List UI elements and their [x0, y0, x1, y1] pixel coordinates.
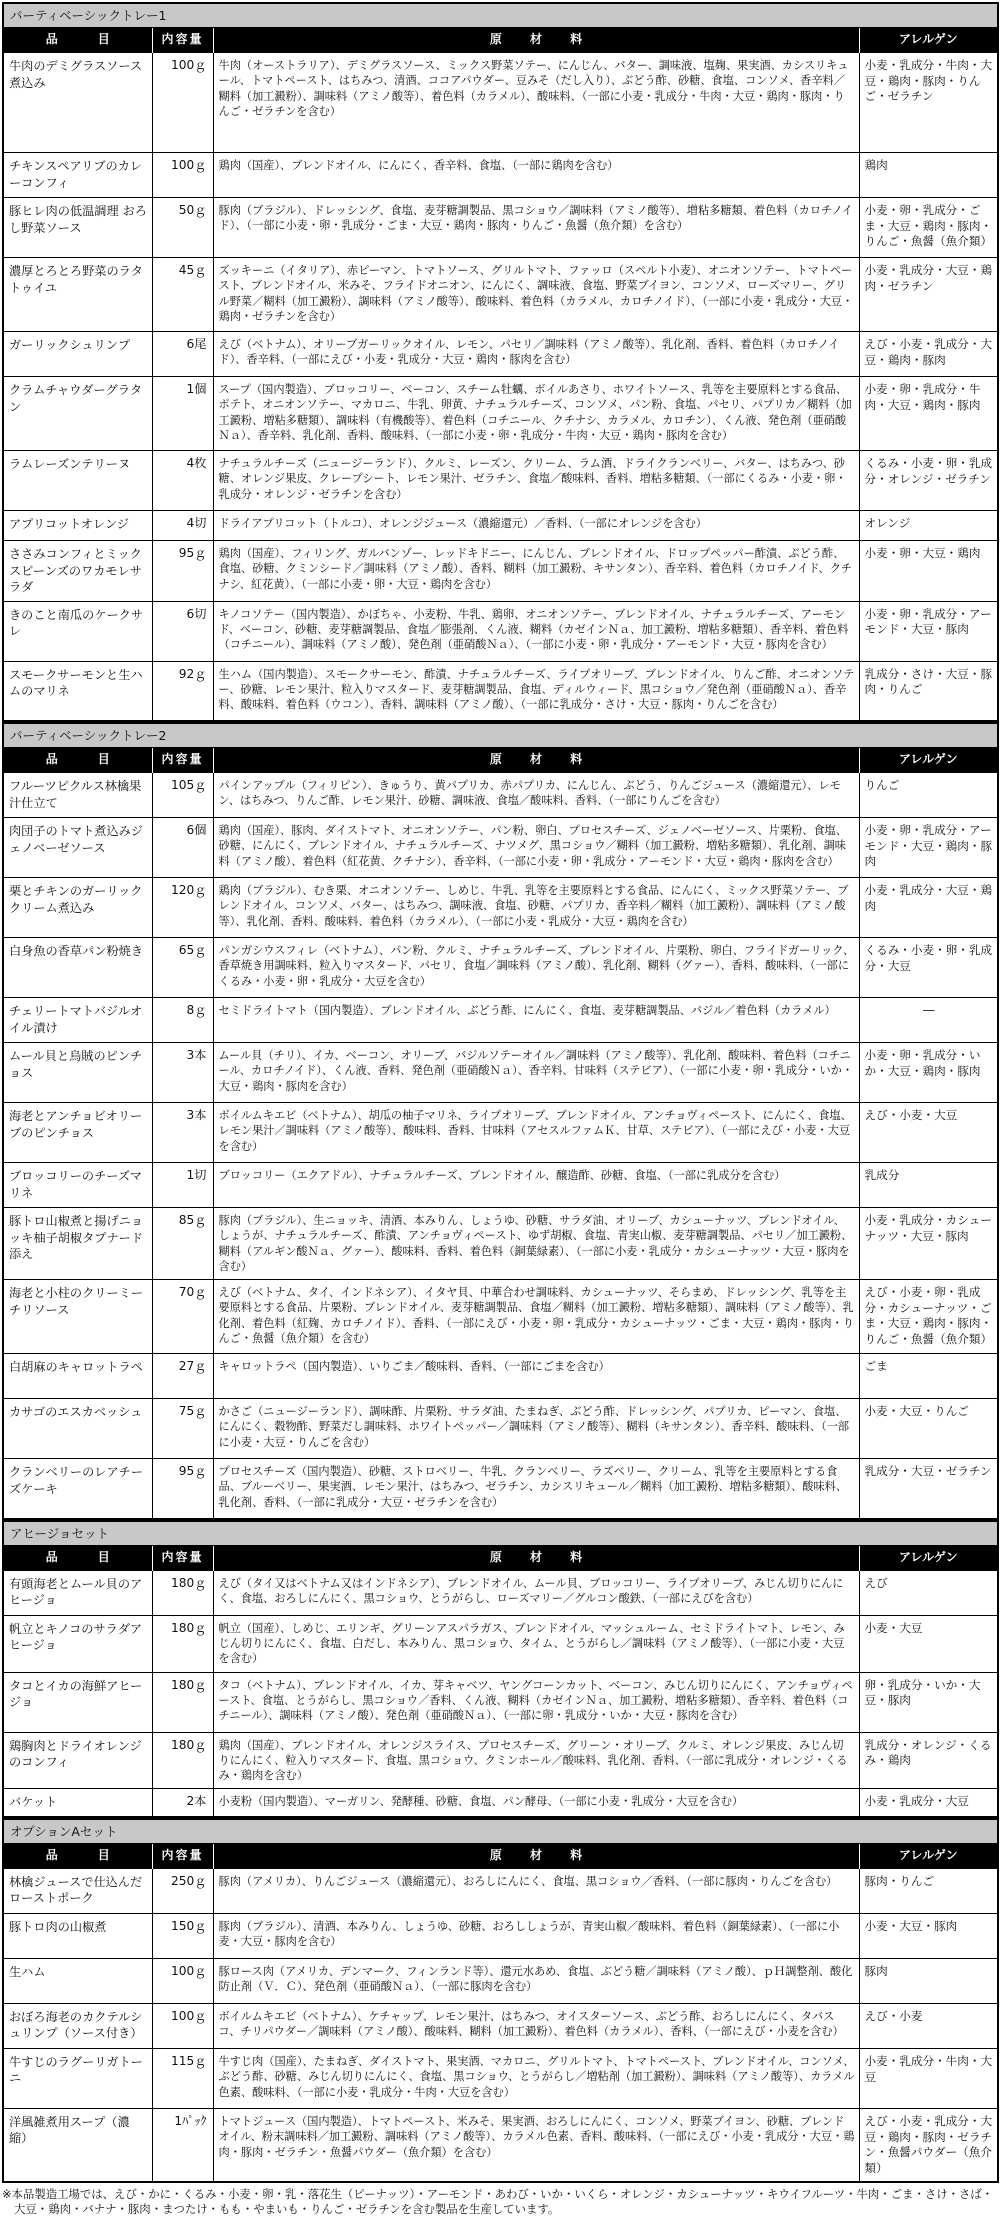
- item-ingredients: かさご（ニュージーランド）、調味酢、片栗粉、サラダ油、たまねぎ、ぶどう酢、ドレッシング、パプリカ、ピーマン、食塩、にんにく、穀物酢、野菜だし調味料、ホワイトペッパー／調味料（アミノ酸等）、糊料（キサンタン）、香辛料、酸味料、（一部に小麦・大豆・りんごを含む）: [213, 1399, 859, 1459]
- item-allergens: 小麦・卵・乳成分・アーモンド・大豆・豚肉: [859, 601, 997, 661]
- table-row: [4, 938, 997, 998]
- column-header-ingredients: 原 材 料: [213, 28, 859, 53]
- item-quantity: 120ｇ: [152, 878, 213, 938]
- item-ingredients: パインアップル（フィリピン）、きゅうり、黄パプリカ、赤パプリカ、にんじん、ぶどう、りんごジュース（濃縮還元）、レモン、はちみつ、りんご酢、レモン果汁、砂糖、調味液、食塩／酸味料、香料、（一部にりんごを含む）: [213, 773, 859, 818]
- ingredients-table: [4, 28, 997, 722]
- table-row: [4, 1913, 997, 1958]
- item-quantity: 105ｇ: [152, 773, 213, 818]
- item-ingredients: えび（ベトナム）、オリーブガーリックオイル、レモン、パセリ／調味料（アミノ酸等）、乳化剤、香料、着色料（カロチノイド）、香辛料、（一部にえび・小麦・乳成分・大豆・鶏肉・豚肉を含む）: [213, 332, 859, 377]
- item-quantity: 45ｇ: [152, 258, 213, 332]
- table-row: [4, 1615, 997, 1672]
- item-ingredients: ムール貝（チリ）、イカ、ベーコン、オリーブ、バジルソテーオイル／調味料（アミノ酸等）、乳化剤、酸味料、着色料（コチニール、カロチノイド）、くん液、香料、発色剤（亜硝酸Ｎａ）、香辛料、甘味料（ステビア）、（一部に小麦・卵・乳成分・いか・大豆・鶏肉・豚肉を含む）: [213, 1043, 859, 1103]
- item-quantity: 100ｇ: [152, 1958, 213, 2003]
- table-row: [4, 1672, 997, 1732]
- item-allergens: 小麦・卵・乳成分・アーモンド・大豆・鶏肉・豚肉: [859, 818, 997, 878]
- section-title: パーティベーシックトレー2: [4, 724, 997, 748]
- table-row: [4, 451, 997, 511]
- item-name: アプリコットオレンジ: [4, 511, 152, 541]
- item-allergens: 小麦・乳成分・牛肉・大豆: [859, 2048, 997, 2108]
- item-allergens: 小麦・大豆・りんご: [859, 1399, 997, 1459]
- item-name: ラムレーズンテリーヌ: [4, 451, 152, 511]
- item-quantity: 250ｇ: [152, 1868, 213, 1913]
- item-ingredients: 豚ロース肉（アメリカ、デンマーク、フィンランド等）、還元水あめ、食塩、ぶどう糖／調味料（アミノ酸）、ｐＨ調整剤、酸化防止剤（Ｖ．Ｃ）、発色剤（亜硝酸Ｎａ）、（一部に豚肉を含む）: [213, 1958, 859, 2003]
- table-row: [4, 541, 997, 602]
- item-quantity: 85ｇ: [152, 1208, 213, 1280]
- table-row: [4, 601, 997, 661]
- item-allergens: くるみ・小麦・卵・乳成分・オレンジ・ゼラチン: [859, 451, 997, 511]
- table-row: [4, 198, 997, 258]
- item-allergens: くるみ・小麦・卵・乳成分・大豆: [859, 938, 997, 998]
- item-name: チェリートマトバジルオイル漬け: [4, 998, 152, 1043]
- table-row: [4, 258, 997, 332]
- ingredients-table: [4, 1546, 997, 1818]
- item-quantity: 6切: [152, 601, 213, 661]
- item-allergens: ごま: [859, 1354, 997, 1399]
- item-ingredients: ブロッコリー（エクアドル）、ナチュラルチーズ、ブレンドオイル、醸造酢、砂糖、食塩、（一部に乳成分を含む）: [213, 1163, 859, 1208]
- item-quantity: 150ｇ: [152, 1913, 213, 1958]
- column-header-item: 品 目: [4, 1844, 152, 1869]
- table-row: [4, 998, 997, 1043]
- table-row: [4, 818, 997, 878]
- table-row: [4, 1043, 997, 1103]
- item-ingredients: ボイルムキエビ（ベトナム）、ケチャップ、レモン果汁、はちみつ、オイスターソース、ぶどう酢、おろしにんにく、タバスコ、チリパウダー／調味料（アミノ酸）、酸味料、糊料（加工澱粉）、着色料（カラメル）、香料、（一部にえび・小麦を含む）: [213, 2003, 859, 2048]
- item-name: ブロッコリーのチーズマリネ: [4, 1163, 152, 1208]
- item-quantity: 180ｇ: [152, 1570, 213, 1615]
- item-allergens: えび・小麦・乳成分・大豆・鶏肉・豚肉: [859, 332, 997, 377]
- item-ingredients: 生ハム（国内製造）、スモークサーモン、酢漬、ナチュラルチーズ、ライプオリーブ、ブレンドオイル、りんご酢、オニオンソテー、砂糖、レモン果汁、粒入りマスタード、麦芽糖調製品、食塩、ディルウィード、黒コショウ／発色剤（亜硝酸Ｎａ）、香辛料、酸味料、着色料（ウコン）、香料、調味料（アミノ酸）、（一部に乳成分・さけ・大豆・豚肉・りんごを含む）: [213, 661, 859, 721]
- item-ingredients: プロセスチーズ（国内製造）、砂糖、ストロベリー、牛乳、クランベリー、ラズベリー、クリーム、乳等を主要原料とする食品、ブルーベリー、果実酒、レモン果汁、はちみつ、ゼラチン、カシスリキュール／糊料（加工澱粉、増粘多糖類）、酸味料、乳化剤、香料、（一部に乳成分・大豆・ゼラチンを含む）: [213, 1459, 859, 1519]
- item-ingredients: パンガシウスフィレ（ベトナム）、パン粉、クルミ、ナチュラルチーズ、ブレンドオイル、片栗粉、卵白、フライドガーリック、香草焼き用調味料、粒入りマスタード、パセリ、食塩／調味料（アミノ酸）、乳化剤、糊料（グァー）、香料、酸味料、（一部にくるみ・小麦・卵・乳成分・大豆を含む）: [213, 938, 859, 998]
- item-allergens: 乳成分・オレンジ・くるみ・鶏肉: [859, 1732, 997, 1789]
- item-ingredients: 豚肉（ブラジル）、清酒、本みりん、しょうゆ、砂糖、おろししょうが、青実山椒／酸味料、着色料（銅葉緑素）、（一部に小麦・大豆・豚肉を含む）: [213, 1913, 859, 1958]
- item-allergens: 小麦・乳成分・大豆・鶏肉: [859, 878, 997, 938]
- item-allergens: 乳成分・大豆・ゼラチン: [859, 1459, 997, 1519]
- column-header-item: 品 目: [4, 748, 152, 773]
- item-allergens: 乳成分: [859, 1163, 997, 1208]
- item-quantity: 65ｇ: [152, 938, 213, 998]
- table-row: [4, 1958, 997, 2003]
- item-name: ガーリックシュリンプ: [4, 332, 152, 377]
- table-row: [4, 1789, 997, 1817]
- item-ingredients: 鶏肉（国産）、豚肉、ダイストマト、オニオンソテー、パン粉、卵白、プロセスチーズ、ジェノベーゼソース、片栗粉、食塩、砂糖、にんにく、ブレンドオイル、ナチュラルチーズ、ナツメグ、黒コショウ／糊料（加工澱粉、増粘多糖類）、乳化剤、調味料（アミノ酸）、着色料（紅花黄、クチナシ）、香辛料、（一部に小麦・卵・乳成分・アーモンド・大豆・鶏肉・豚肉を含む）: [213, 818, 859, 878]
- product-section: [2, 2, 999, 722]
- column-header-allergens: アレルゲン: [859, 1844, 997, 1869]
- item-name: スモークサーモンと生ハムのマリネ: [4, 661, 152, 721]
- item-allergens: ―: [859, 998, 997, 1043]
- item-allergens: 豚肉・りんご: [859, 1868, 997, 1913]
- item-ingredients: スープ（国内製造）、ブロッコリー、ベーコン、スチーム牡蠣、ボイルあさり、ホワイトソース、乳等を主要原料とする食品、ポテト、オニオンソテー、マカロニ、牛乳、卵黄、ナチュラルチーズ、コンソメ、パン粉、食塩、パセリ、パプリカ／糊料（加工澱粉、増粘多糖類）、調味料（有機酸等）、着色料（コチニール、クチナシ、カラメル、カロチン）、くん液、発色剤（亜硝酸Ｎａ）、香辛料、乳化剤、香料、酸味料、（一部に小麦・卵・乳成分・牛肉・大豆・鶏肉・豚肉を含む）: [213, 377, 859, 451]
- item-quantity: 3本: [152, 1103, 213, 1163]
- item-allergens: 小麦・大豆: [859, 1615, 997, 1672]
- item-name: 洋風雑煮用スープ（濃縮）: [4, 2108, 152, 2182]
- item-quantity: 4切: [152, 511, 213, 541]
- column-header-allergens: アレルゲン: [859, 28, 997, 53]
- table-header-row: [4, 748, 997, 773]
- item-quantity: 27ｇ: [152, 1354, 213, 1399]
- item-allergens: 小麦・卵・乳成分・ごま・大豆・鶏肉・豚肉・りんご・魚醤（魚介類）: [859, 198, 997, 258]
- item-ingredients: 鶏肉（国産）、フィリング、ガルバンゾー、レッドキドニー、にんじん、ブレンドオイル、ドロップペッパー酢漬、ぶどう酢、食塩、砂糖、クミンシード／調味料（アミノ酸）、香料、糊料（加工澱粉、キサンタン）、香辛料、着色料（カロチノイド、クチナシ、紅花黄）、（一部に小麦・卵・大豆・鶏肉を含む）: [213, 541, 859, 602]
- item-quantity: 2本: [152, 1789, 213, 1817]
- item-ingredients: 豚肉（アメリカ）、りんごジュース（濃縮還元）、おろしにんにく、食塩、黒コショウ／香料、（一部に豚肉・りんごを含む）: [213, 1868, 859, 1913]
- item-quantity: 95ｇ: [152, 1459, 213, 1519]
- item-ingredients: えび（タイ又はベトナム又はインドネシア）、ブレンドオイル、ムール貝、ブロッコリー、ライプオリーブ、みじん切りにんにく、食塩、おろしにんにく、黒コショウ、とうがらし、ローズマリー／グルコン酸鉄、（一部にえびを含む）: [213, 1570, 859, 1615]
- item-name: 帆立とキノコのサラダアヒージョ: [4, 1615, 152, 1672]
- item-ingredients: 豚肉（ブラジル）、ドレッシング、食塩、麦芽糖調製品、黒コショウ／調味料（アミノ酸等）、増粘多糖類、着色料（カロチノイド）、（一部に小麦・卵・乳成分・ごま・大豆・鶏肉・豚肉・りんご・魚醤（魚介類）を含む）: [213, 198, 859, 258]
- item-quantity: 1切: [152, 1163, 213, 1208]
- item-quantity: 8ｇ: [152, 998, 213, 1043]
- item-allergens: 豚肉: [859, 1958, 997, 2003]
- item-name: 生ハム: [4, 1958, 152, 2003]
- item-ingredients: 鶏肉（国産）、ブレンドオイル、オレンジスライス、プロセスチーズ、グリーン・オリーブ、クルミ、オレンジ果皮、みじん切りにんにく、粒入りマスタード、食塩、黒コショウ、クミンホール／酸味料、乳化剤、香料、（一部に乳成分・オレンジ・くるみ・鶏肉を含む）: [213, 1732, 859, 1789]
- table-row: [4, 1280, 997, 1354]
- item-ingredients: 鶏肉（国産）、ブレンドオイル、にんにく、香辛料、食塩、（一部に鶏肉を含む）: [213, 153, 859, 198]
- table-header-row: [4, 1844, 997, 1869]
- column-header-ingredients: 原 材 料: [213, 748, 859, 773]
- item-ingredients: トマトジュース（国内製造）、トマトペースト、米みそ、果実酒、おろしにんにく、コンソメ、野菜ブイヨン、砂糖、ブレンドオイル、粉末調味料／加工澱粉、調味料（アミノ酸等）、カラメル色素、香料、酸味料、（一部にえび・小麦・乳成分・大豆・鶏肉・豚肉・ゼラチン・魚醤パウダー（魚介類）を含む）: [213, 2108, 859, 2182]
- item-quantity: 180ｇ: [152, 1672, 213, 1732]
- item-quantity: 1ﾊﾟｯｸ: [152, 2108, 213, 2182]
- item-ingredients: キャロットラペ（国内製造）、いりごま／酸味料、香料、（一部にごまを含む）: [213, 1354, 859, 1399]
- item-allergens: 小麦・卵・乳成分・いか・大豆・鶏肉・豚肉: [859, 1043, 997, 1103]
- column-header-ingredients: 原 材 料: [213, 1546, 859, 1571]
- table-row: [4, 1732, 997, 1789]
- item-allergens: 乳成分・さけ・大豆・豚肉・りんご: [859, 661, 997, 721]
- product-section: [2, 1818, 999, 2183]
- item-name: フルーツピクルス林檎果汁仕立て: [4, 773, 152, 818]
- column-header-quantity: 内容量: [152, 1844, 213, 1869]
- item-name: 濃厚とろとろ野菜のラタトゥイユ: [4, 258, 152, 332]
- item-quantity: 180ｇ: [152, 1732, 213, 1789]
- product-section: [2, 1520, 999, 1818]
- table-row: [4, 1103, 997, 1163]
- table-row: [4, 1570, 997, 1615]
- item-name: カサゴのエスカベッシュ: [4, 1399, 152, 1459]
- item-name: チキンスペアリブのカレーコンフィ: [4, 153, 152, 198]
- item-name: 牛肉のデミグラスソース煮込み: [4, 53, 152, 153]
- table-row: [4, 1354, 997, 1399]
- item-allergens: えび・小麦: [859, 2003, 997, 2048]
- column-header-item: 品 目: [4, 1546, 152, 1571]
- product-section: [2, 722, 999, 1520]
- item-ingredients: 小麦粉（国内製造）、マーガリン、発酵種、砂糖、食塩、パン酵母、（一部に小麦・乳成分・大豆を含む）: [213, 1789, 859, 1817]
- column-header-item: 品 目: [4, 28, 152, 53]
- item-ingredients: 牛肉（オーストラリア）、デミグラスソース、ミックス野菜ソテー、にんじん、バター、調味液、塩麹、果実酒、カシスリキュール、トマトペースト、はちみつ、清酒、ココアパウダー、豆みそ（だし入り）、ぶどう酢、砂糖、食塩、コンソメ、香辛料／糊料（加工澱粉）、調味料（アミノ酸等）、着色料（カラメル）、酸味料、（一部に小麦・乳成分・牛肉・大豆・鶏肉・豚肉・りんご・ゼラチンを含む）: [213, 53, 859, 153]
- item-name: 牛すじのラグーリガトーニ: [4, 2048, 152, 2108]
- item-quantity: 6個: [152, 818, 213, 878]
- item-quantity: 3本: [152, 1043, 213, 1103]
- item-allergens: えび・小麦・乳成分・大豆・鶏肉・豚肉・ゼラチン・魚醤パウダー（魚介類）: [859, 2108, 997, 2182]
- item-allergens: 小麦・大豆・豚肉: [859, 1913, 997, 1958]
- table-row: [4, 773, 997, 818]
- item-quantity: 50ｇ: [152, 198, 213, 258]
- item-ingredients: タコ（ベトナム）、ブレンドオイル、イカ、芽キャベツ、ヤングコーンカット、ベーコン、みじん切りにんにく、アンチョヴィペースト、食塩、とうがらし、黒コショウ／香料、くん液、糊料（カゼインＮａ、加工澱粉、増粘多糖類）、香辛料、着色料（コチニール）、調味料（アミノ酸）、発色剤（亜硝酸Ｎａ）、（一部に卵・乳成分・いか・大豆・豚肉を含む）: [213, 1672, 859, 1732]
- item-ingredients: ナチュラルチーズ（ニュージーランド）、クルミ、レーズン、クリーム、ラム酒、ドライクランベリー、バター、はちみつ、砂糖、オレンジ果皮、クレープシート、レモン果汁、ゼラチン、食塩／酸味料、香料、増粘多糖類、（一部にくるみ・小麦・卵・乳成分・オレンジ・ゼラチンを含む）: [213, 451, 859, 511]
- ingredients-table: [4, 748, 997, 1520]
- item-name: きのこと南瓜のケークサレ: [4, 601, 152, 661]
- table-row: [4, 377, 997, 451]
- column-header-ingredients: 原 材 料: [213, 1844, 859, 1869]
- item-quantity: 115ｇ: [152, 2048, 213, 2108]
- item-name: 有頭海老とムール貝のアヒージョ: [4, 1570, 152, 1615]
- item-quantity: 6尾: [152, 332, 213, 377]
- column-header-quantity: 内容量: [152, 748, 213, 773]
- item-name: 豚トロ山椒煮と揚げニョッキ柚子胡椒タプナード添え: [4, 1208, 152, 1280]
- item-name: ささみコンフィとミックスビーンズのワカモレサラダ: [4, 541, 152, 602]
- item-name: 白身魚の香草パン粉焼き: [4, 938, 152, 998]
- item-quantity: 70ｇ: [152, 1280, 213, 1354]
- item-ingredients: えび（ベトナム、タイ、インドネシア）、イタヤ貝、中華合わせ調味料、カシューナッツ、そらまめ、ドレッシング、乳等を主要原料とする食品、片栗粉、ブレンドオイル、麦芽糖調製品、食塩／糊料（加工澱粉、増粘多糖類）、調味料（アミノ酸等）、乳化剤、着色料（紅麹、カロチノイド）、香料、（一部にえび・小麦・卵・乳成分・カシューナッツ・ごま・大豆・鶏肉・豚肉・りんご・魚醤（魚介類）を含む）: [213, 1280, 859, 1354]
- item-name: 栗とチキンのガーリッククリーム煮込み: [4, 878, 152, 938]
- table-row: [4, 661, 997, 721]
- factory-allergen-footnote: ※本品製造工場では、えび・かに・くるみ・小麦・卵・乳・落花生（ピーナッツ）・アーモンド・あわび・いか・いくら・オレンジ・カシューナッツ・キウイフルーツ・牛肉・ごま・さけ・さば・大豆・鶏肉・バナナ・豚肉・まつたけ・もも・やまいも・りんご・ゼラチンを含む製品を生産しています。: [2, 2187, 994, 2217]
- item-name: 鶏胸肉とドライオレンジのコンフィ: [4, 1732, 152, 1789]
- column-header-allergens: アレルゲン: [859, 748, 997, 773]
- item-allergens: 小麦・乳成分・カシューナッツ・大豆・豚肉: [859, 1208, 997, 1280]
- item-ingredients: セミドライトマト（国内製造）、ブレンドオイル、ぶどう酢、にんにく、食塩、麦芽糖調製品、バジル／着色料（カラメル）: [213, 998, 859, 1043]
- item-allergens: えび: [859, 1570, 997, 1615]
- section-title: オプションAセット: [4, 1820, 997, 1844]
- item-name: おぼろ海老のカクテルシュリンプ（ソース付き）: [4, 2003, 152, 2048]
- item-name: クラムチャウダーグラタン: [4, 377, 152, 451]
- item-quantity: 95ｇ: [152, 541, 213, 602]
- table-row: [4, 1459, 997, 1519]
- ingredients-table: [4, 1844, 997, 2183]
- item-allergens: 小麦・乳成分・牛肉・大豆・鶏肉・豚肉・りんご・ゼラチン: [859, 53, 997, 153]
- column-header-quantity: 内容量: [152, 28, 213, 53]
- table-row: [4, 53, 997, 153]
- item-name: 豚トロ肉の山椒煮: [4, 1913, 152, 1958]
- item-ingredients: ズッキーニ（イタリア）、赤ピーマン、トマトソース、グリルトマト、ファッロ（スペルト小麦）、オニオンソテー、トマトペースト、ブレンドオイル、米みそ、フライドオニオン、にんにく、調味液、食塩、野菜ブイヨン、コンソメ、ローズマリー、グリル野菜／糊料（加工澱粉）、調味料（アミノ酸等）、酸味料、着色料（カラメル、カロチノイド）、（一部に小麦・乳成分・大豆・鶏肉・ゼラチンを含む）: [213, 258, 859, 332]
- item-allergens: 小麦・乳成分・大豆: [859, 1789, 997, 1817]
- item-quantity: 92ｇ: [152, 661, 213, 721]
- item-ingredients: 牛すじ肉（国産）、たまねぎ、ダイストマト、果実酒、マカロニ、グリルトマト、トマトペースト、ブレンドオイル、コンソメ、ぶどう酢、砂糖、みじん切りにんにく、食塩、黒コショウ、とうがらし／増粘剤（加工澱粉）、調味料（アミノ酸等）、カラメル色素、酸味料、（一部に小麦・乳成分・牛肉・大豆を含む）: [213, 2048, 859, 2108]
- item-name: 豚ヒレ肉の低温調理 おろし野菜ソース: [4, 198, 152, 258]
- item-quantity: 100ｇ: [152, 2003, 213, 2048]
- item-name: タコとイカの海鮮アヒージョ: [4, 1672, 152, 1732]
- table-row: [4, 1208, 997, 1280]
- table-row: [4, 2003, 997, 2048]
- table-row: [4, 1399, 997, 1459]
- item-name: 海老とアンチョビオリーブのピンチョス: [4, 1103, 152, 1163]
- table-row: [4, 2048, 997, 2108]
- column-header-quantity: 内容量: [152, 1546, 213, 1571]
- table-row: [4, 153, 997, 198]
- item-name: 林檎ジュースで仕込んだローストポーク: [4, 1868, 152, 1913]
- item-allergens: りんご: [859, 773, 997, 818]
- table-header-row: [4, 1546, 997, 1571]
- item-ingredients: ボイルムキエビ（ベトナム）、胡瓜の柚子マリネ、ライプオリーブ、ブレンドオイル、アンチョヴィペースト、にんにく、食塩、レモン果汁／調味料（アミノ酸等）、酸味料、香料、甘味料（アセスルファムＫ、甘草、ステビア）、（一部にえび・小麦・大豆を含む）: [213, 1103, 859, 1163]
- item-ingredients: 帆立（国産）、しめじ、エリンギ、グリーンアスパラガス、ブレンドオイル、マッシュルーム、セミドライトマト、レモン、みじん切りにんにく、食塩、白だし、本みりん、黒コショウ、タイム、とうがらし／調味料（アミノ酸等）、（一部に小麦・大豆を含む）: [213, 1615, 859, 1672]
- section-title: パーティベーシックトレー1: [4, 4, 997, 28]
- item-name: 肉団子のトマト煮込みジェノベーゼソース: [4, 818, 152, 878]
- table-row: [4, 1163, 997, 1208]
- item-quantity: 1個: [152, 377, 213, 451]
- item-name: バケット: [4, 1789, 152, 1817]
- section-title: アヒージョセット: [4, 1522, 997, 1546]
- item-allergens: 小麦・乳成分・大豆・鶏肉・ゼラチン: [859, 258, 997, 332]
- column-header-allergens: アレルゲン: [859, 1546, 997, 1571]
- item-name: 白胡麻のキャロットラペ: [4, 1354, 152, 1399]
- item-allergens: 鶏肉: [859, 153, 997, 198]
- item-name: 海老と小柱のクリーミーチリソース: [4, 1280, 152, 1354]
- item-ingredients: 豚肉（ブラジル）、生ニョッキ、清酒、本みりん、しょうゆ、砂糖、サラダ油、オリーブ、カシューナッツ、ブレンドオイル、しょうが、ナチュラルチーズ、酢漬、アンチョヴィペースト、ゆず胡椒、食塩、青実山椒、麦芽糖調製品、パセリ／加工澱粉、糊料（アルギン酸Ｎａ、グァー）、酸味料、香料、着色料（銅葉緑素）、（一部に小麦・乳成分・カシューナッツ・大豆・豚肉を含む）: [213, 1208, 859, 1280]
- item-quantity: 75ｇ: [152, 1399, 213, 1459]
- item-quantity: 180ｇ: [152, 1615, 213, 1672]
- item-ingredients: キノコソテー（国内製造）、かぼちゃ、小麦粉、牛乳、鶏卵、オニオンソテー、ブレンドオイル、ナチュラルチーズ、アーモンド、ベーコン、砂糖、麦芽糖調製品、食塩／膨張剤、くん液、糊料（カゼインＮａ、加工澱粉、増粘多糖類）、香辛料、着色料（コチニール）、調味料（アミノ酸）、発色剤（亜硝酸Ｎａ）、（一部に小麦・卵・乳成分・アーモンド・大豆・豚肉を含む）: [213, 601, 859, 661]
- item-name: クランベリーのレアチーズケーキ: [4, 1459, 152, 1519]
- item-quantity: 100ｇ: [152, 153, 213, 198]
- item-ingredients: ドライアプリコット（トルコ）、オレンジジュース（濃縮還元）／香料、（一部にオレンジを含む）: [213, 511, 859, 541]
- item-allergens: 小麦・卵・乳成分・牛肉・大豆・鶏肉・豚肉: [859, 377, 997, 451]
- item-allergens: えび・小麦・卵・乳成分・カシューナッツ・ごま・大豆・鶏肉・豚肉・りんご・魚醤（魚介類）: [859, 1280, 997, 1354]
- table-row: [4, 1868, 997, 1913]
- table-row: [4, 511, 997, 541]
- item-allergens: えび・小麦・大豆: [859, 1103, 997, 1163]
- item-allergens: 卵・乳成分・いか・大豆・豚肉: [859, 1672, 997, 1732]
- table-row: [4, 2108, 997, 2182]
- item-allergens: オレンジ: [859, 511, 997, 541]
- item-quantity: 100ｇ: [152, 53, 213, 153]
- item-ingredients: 鶏肉（ブラジル）、むき栗、オニオンソテー、しめじ、牛乳、乳等を主要原料とする食品、にんにく、ミックス野菜ソテー、ブレンドオイル、コンソメ、バター、はちみつ、調味液、食塩、砂糖、パプリカ、香辛料／糊料（加工澱粉）、調味料（アミノ酸等）、乳化剤、香料、酸味料、着色料（カラメル）、（一部に小麦・乳成分・大豆・鶏肉を含む）: [213, 878, 859, 938]
- item-name: ムール貝と烏賊のピンチョス: [4, 1043, 152, 1103]
- item-allergens: 小麦・卵・大豆・鶏肉: [859, 541, 997, 602]
- table-row: [4, 332, 997, 377]
- item-quantity: 4枚: [152, 451, 213, 511]
- table-header-row: [4, 28, 997, 53]
- table-row: [4, 878, 997, 938]
